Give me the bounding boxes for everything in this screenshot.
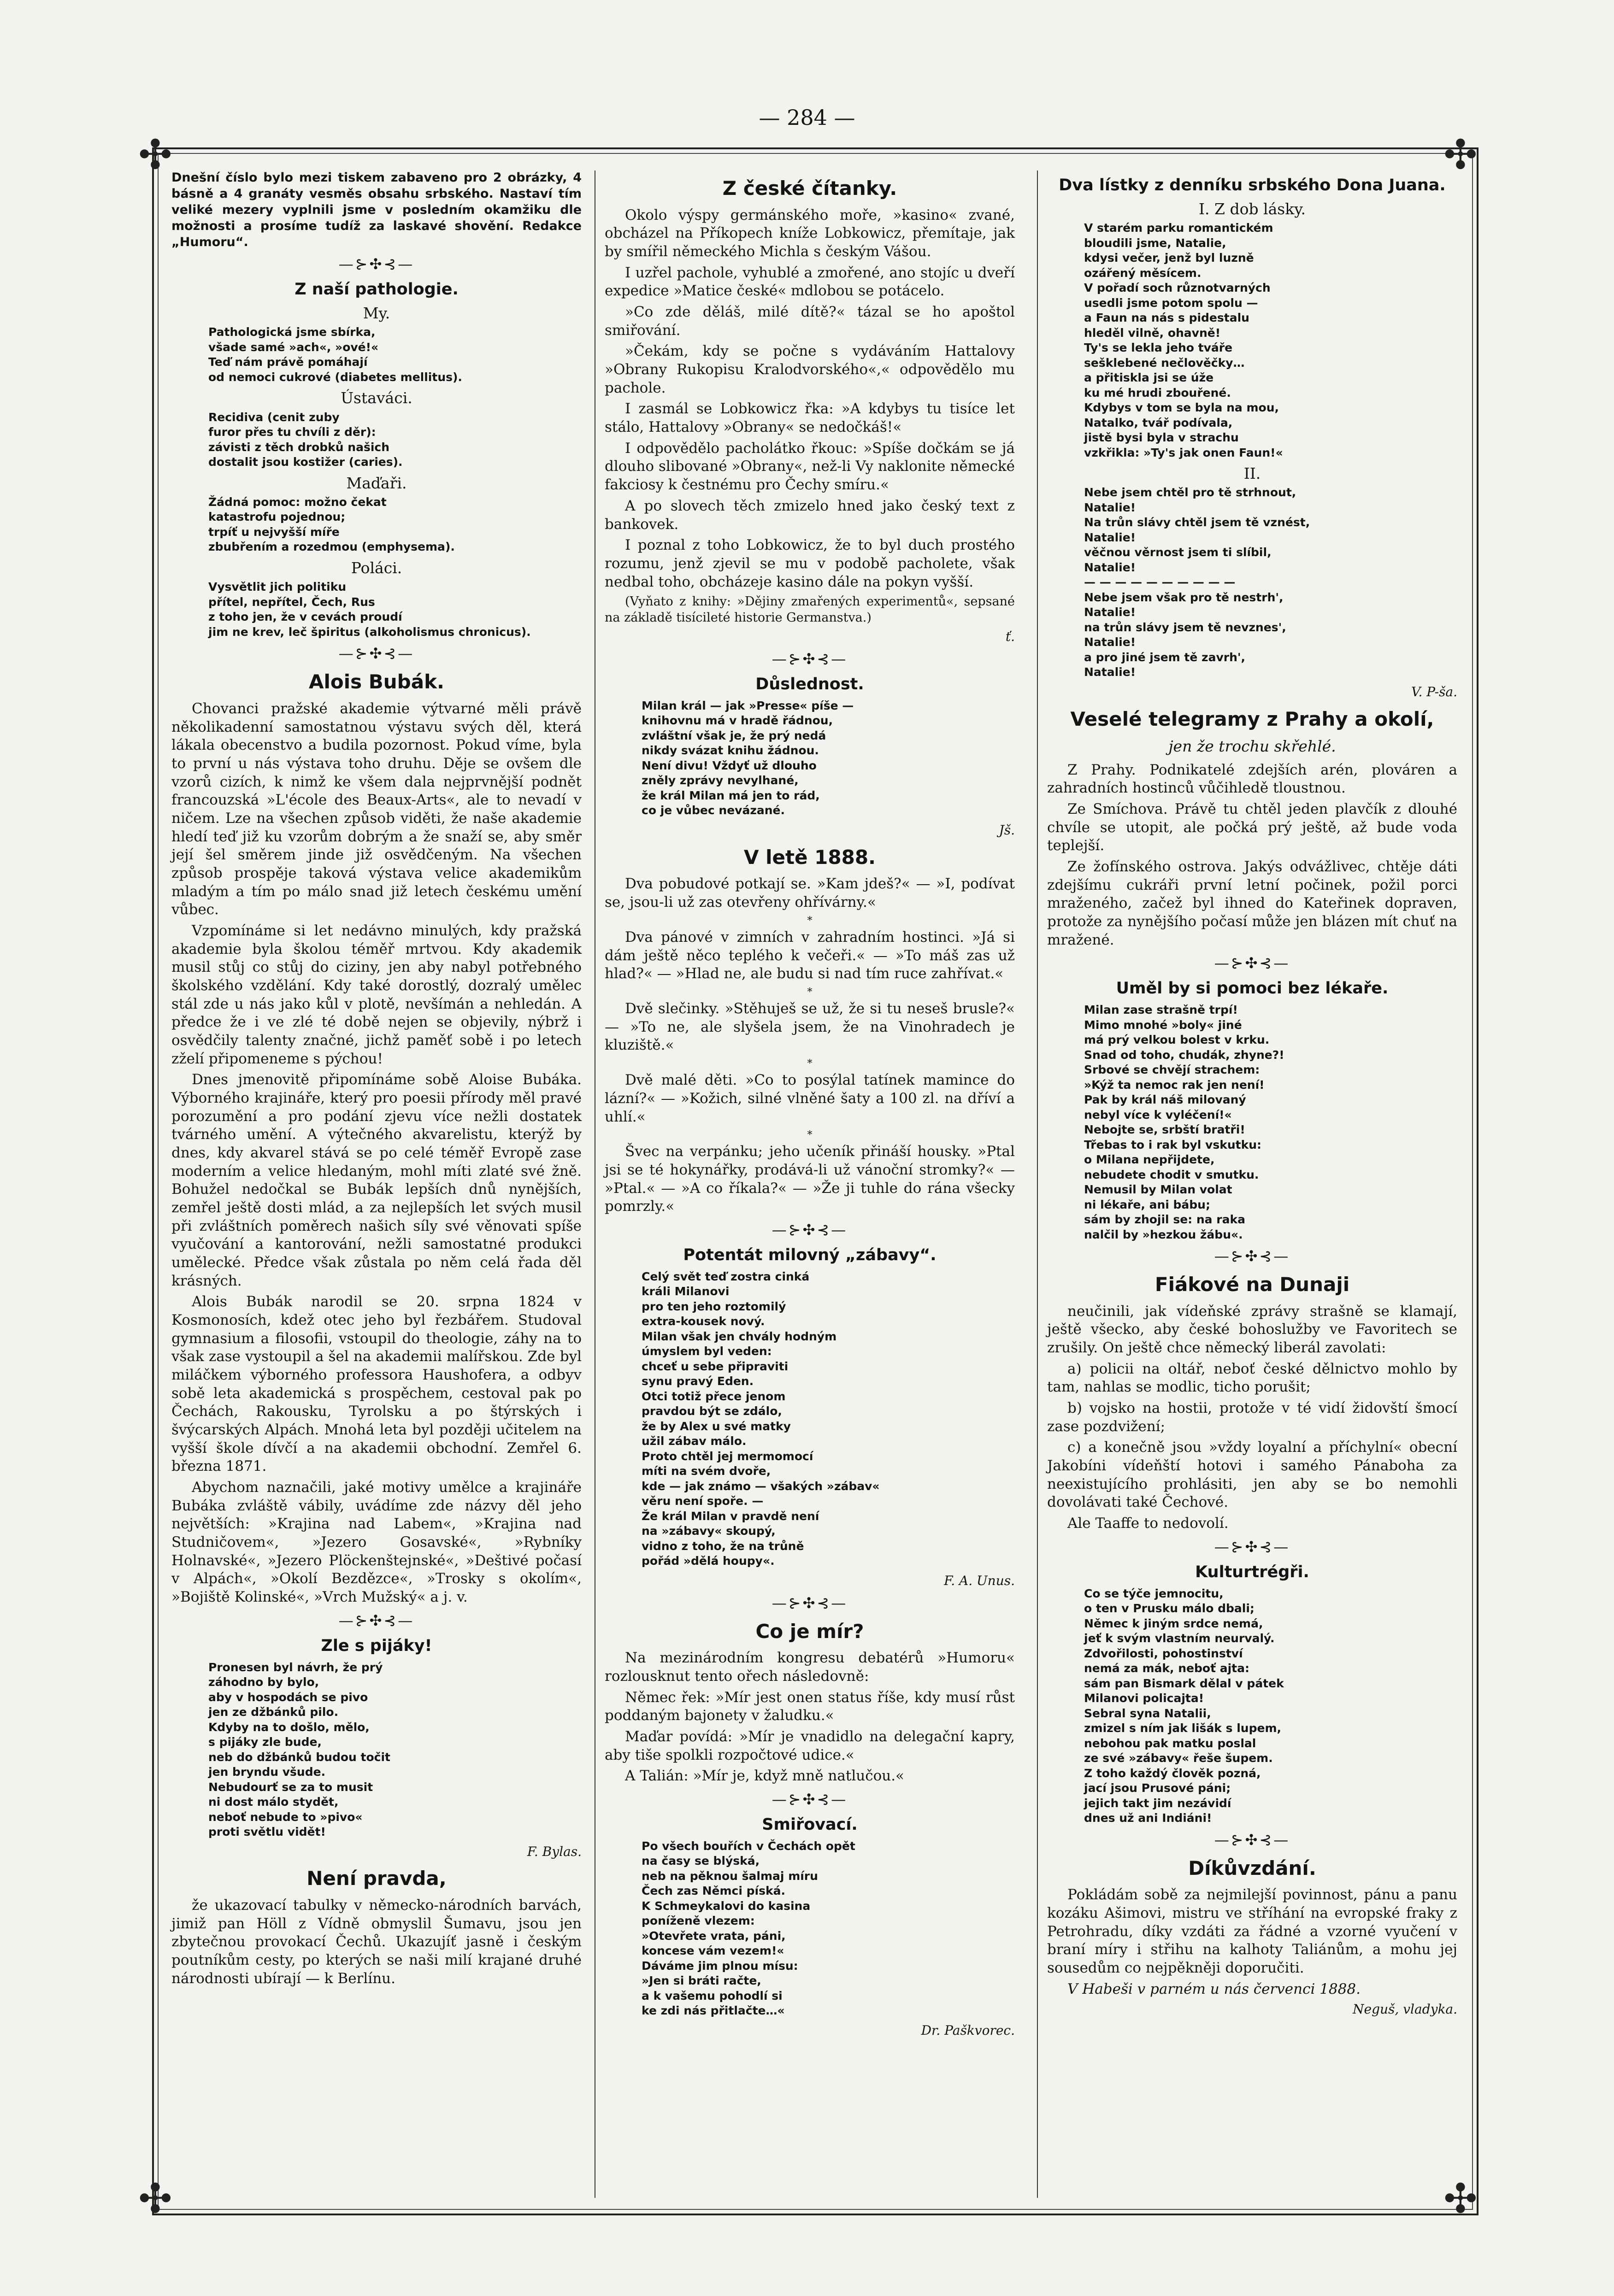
poem-line: Milan zase strašně trpí!	[1084, 1003, 1238, 1017]
poem-line: ke zdi nás přitlačte…«	[642, 2004, 785, 2018]
article-title: Díkůvzdání.	[1188, 1856, 1316, 1879]
paragraph: Dva pánové v zimních v zahradním hostinci. »Já si dám ještě něco teplého k večeři.« — »To máš zas už hlad?« — »Hlad ne, ale budu si nad tím ruce zahřívat.«	[605, 928, 1015, 982]
paragraph: Ze žofínského ostrova. Jakýs odvážlivec, chtěje dáti zdejšímu cukráři první letní počinek, požil porci mraženého, začež byl ihned do Kateřinek dopraven, protože za nynějšího počasí může jen blázen mít chuť na mražené.	[1047, 858, 1457, 948]
poem-line: Ty's se lekla jeho tváře	[1084, 341, 1233, 355]
article-title: Důslednost.	[755, 675, 864, 694]
poem-line: co je vůbec nevázané.	[642, 804, 785, 817]
poem-line: Na trůn slávy chtěl jsem tě vznést,	[1084, 516, 1310, 529]
poem	[642, 1269, 1015, 1569]
poem-line: vidno z toho, že na trůně	[642, 1539, 804, 1553]
poem-line: Nemusil by Milan volat	[1084, 1183, 1232, 1197]
poem-line: chceť u sebe připraviti	[642, 1359, 789, 1373]
poem-line: Sebral syna Natalii,	[1084, 1706, 1211, 1720]
section-heading: My.	[363, 304, 390, 323]
divider: —⊱✣⊰—	[1214, 1831, 1290, 1849]
poem-line: Kdybys v tom se byla na mou,	[1084, 401, 1279, 415]
poem-line: Dáváme jim plnou mísu:	[642, 1959, 798, 1973]
divider: —⊱✣⊰—	[338, 645, 415, 663]
poem-line: nebudete chodit v smutku.	[1084, 1168, 1259, 1181]
poem-line: knihovnu má v hradě řádnou,	[642, 714, 833, 728]
article-title: Potentát milovný „zábavy“.	[683, 1246, 937, 1265]
poem-line: Mimo mnohé »boly« jiné	[1084, 1018, 1242, 1032]
corner-ornament-icon: ✣	[1443, 2175, 1478, 2222]
author-signature: ť.	[1005, 629, 1015, 645]
article-title: Co je mír?	[755, 1620, 864, 1643]
poem-line: Kdyby na to došlo, mělo,	[208, 1720, 370, 1734]
article-subtitle: jen že trochu skřehlé.	[1168, 737, 1336, 756]
poem-line: že by Alex u své matky	[642, 1419, 791, 1433]
poem-line: katastrofu pojednou;	[208, 510, 346, 524]
poem-line: zmizel s ním jak lišák s lupem,	[1084, 1721, 1281, 1735]
paragraph: Na mezinárodním kongresu debatérů »Humoru« rozlousknut tento ořech následovně:	[605, 1650, 1015, 1685]
poem-line: jim ne krev, leč špiritus (alkoholismus chronicus).	[208, 625, 531, 639]
paragraph: Švec na verpánku; jeho učeník přináší housky. »Ptal jsi se té hokynářky, prodává-li už vánoční stromky?« — »Ptal.« — »A co říkala?« — »Že ji tuhle do rána všecky pomrzly.«	[605, 1143, 1015, 1215]
poem-line: věčnou věrnost jsem ti slíbil,	[1084, 546, 1272, 559]
divider: —⊱✣⊰—	[338, 255, 415, 273]
poem-line: neb do džbánků budou točit	[208, 1750, 390, 1764]
poem	[208, 325, 582, 385]
poem-line: všade samé »ach«, »ové!«	[208, 340, 379, 354]
poem-line: vzkřikla: »Ty's jak onen Faun!«	[1084, 446, 1283, 459]
corner-ornament-icon: ✣	[138, 131, 172, 178]
poem-line: »Kýž ta nemoc rak jen není!	[1084, 1078, 1265, 1092]
poem-line: ze své »zábavy« řeše šupem.	[1084, 1751, 1273, 1765]
paragraph: b) vojsko na hostii, protože v té vidí židovští šmocí zase pozdvižení;	[1047, 1400, 1457, 1435]
poem-line: Teď nám právě pomáhají	[208, 355, 368, 369]
poem-line: z toho jen, že v cevách proudí	[208, 610, 402, 624]
poem-line: Milanovi policajta!	[1084, 1691, 1204, 1705]
place-date: V Habeši v parném u nás červenci 1888.	[1067, 1980, 1361, 1997]
poem-line: Není divu! Vždyť už dlouho	[642, 758, 817, 772]
poem-line: hleděl vilně, ohavně!	[1084, 326, 1221, 340]
author-signature: V. P-ša.	[1411, 684, 1457, 699]
poem-line: trpíť u nejvyšší míře	[208, 525, 340, 539]
poem-line: o Milana nepřijdete,	[1084, 1153, 1215, 1167]
poem-line: koncese vám vezem!«	[642, 1944, 784, 1958]
column-3	[1047, 170, 1457, 2020]
paragraph: Maďar povídá: »Mír je vnadidlo na delegační kapry, aby tiše spolkli rozpočtové udice.«	[605, 1728, 1015, 1763]
poem-line: užil zábav málo.	[642, 1434, 747, 1448]
poem-line: na »zábavy« skoupý,	[642, 1524, 776, 1538]
author-signature: F. A. Unus.	[944, 1573, 1015, 1588]
article-title: Z české čítanky.	[722, 177, 897, 200]
poem	[642, 1839, 1015, 2019]
poem-line: nikdy svázat knihu žádnou.	[642, 744, 819, 758]
poem-line: Proto chtěl jej mermomocí	[642, 1449, 813, 1463]
paragraph: A Talián: »Mír je, když mně natlučou.«	[625, 1768, 905, 1785]
paragraph: Alois Bubák narodil se 20. srpna 1824 v Kosmonosích, kdež otec jeho byl řezbářem. Studoval gymnasium a filosofii, vstoupil do theologie, záhy na to však zase vystoupil a šel na akademii malířskou. Zde byl miláčkem výborného professora Haushofera, a odbyv sobě leta akademická s prospěchem, cestoval pak po Čechách, Rakousku, Tyrolsku a po štýrských i švýcarských Alpách. Mnohá leta byl později učitelem na vyšší škole dívčí a na akademii obchodní. Zemřel 6. března 1871.	[171, 1293, 582, 1475]
poem-line: Recidiva (cenit zuby	[208, 410, 340, 424]
separator-star: *	[807, 915, 813, 927]
paragraph: »Co zde děláš, milé dítě?« tázal se ho apoštol smiřování.	[605, 304, 1015, 339]
paragraph: a) policii na oltář, neboť české dělnictvo mohlo by tam, nahlas se modlic, ticho porušit;	[1047, 1360, 1457, 1396]
poem	[208, 495, 582, 555]
article-title: Kulturtrégři.	[1195, 1562, 1309, 1581]
source-note: (Vyňato z knihy: »Dějiny zmařených experimentů«, sepsané na základě tisícileté historie Germanstva.)	[605, 594, 1015, 625]
paragraph: že ukazovací tabulky v německo-národních barvách, jimiž pan Höll z Vídně obmyslil Šumavu, jsou jen zbytečnou provokací Čechů. Ukazujíť jasně i českým poutníkům cesty, po kterých se naši milí krajané druhé národnosti ubírají — k Berlínu.	[171, 1897, 582, 1987]
poem-line: jejich takt jim nezávidí	[1084, 1796, 1231, 1810]
poem-line: a k vašemu pohodlí si	[642, 1989, 783, 2002]
article-title: Smiřovací.	[762, 1815, 858, 1834]
poem-line: pravdou být se zdálo,	[642, 1404, 782, 1418]
poem-line: Vysvětlit jich politiku	[208, 580, 347, 594]
poem-line: a pro jiné jsem tě zavrh',	[1084, 650, 1246, 664]
poem-line: Milan však jen chvály hodným	[642, 1329, 837, 1343]
poem-line: »Jen si bráti račte,	[642, 1974, 761, 1988]
paragraph: Okolo výspy germánského moře, »kasino« zvané, obcházel na Příkopech kníže Lobkowicz, přemítaje, jak by smířil německého Michla s českým Vášou.	[605, 206, 1015, 260]
poem-line: Natalko, tvář podívala,	[1084, 416, 1233, 429]
poem-line: Natalie!	[1084, 560, 1136, 574]
article-title: Dva lístky z denníku srbského Dona Juana.	[1059, 176, 1446, 194]
poem-line: zvláštní však je, že prý nedá	[642, 728, 826, 742]
poem-line: sám pan Bismark dělal v pátek	[1084, 1676, 1284, 1690]
divider: —⊱✣⊰—	[772, 1221, 848, 1239]
section-heading: Ústaváci.	[341, 389, 412, 407]
poem-line: Po všech bouřích v Čechách opět	[642, 1839, 855, 1853]
paragraph: Pokládám sobě za nejmilejší povinnost, pánu a panu kozáku Ašimovi, mistru ve stříhání na evropské fraky z Petrohradu, díky vzdáti za řádné a vzorné vyučení v braní míry i střihu na kalhoty Taliánům, a mohu jej sousedům co nejpěkněji doporučiti.	[1047, 1886, 1457, 1976]
poem-line: pořád »dělá houpy«.	[642, 1554, 775, 1568]
article-title: Fiákové na Dunaji	[1155, 1273, 1350, 1296]
poem-line: má prý velkou bolest v krku.	[1084, 1033, 1270, 1047]
poem-line: sám by zhojil se: na raka	[1084, 1213, 1245, 1227]
article-title: Uměl by si pomoci bez lékaře.	[1116, 979, 1389, 998]
poem-line: Natalie!	[1084, 665, 1136, 679]
poem-line: Natalie!	[1084, 530, 1136, 544]
poem-line: Pathologická jsme sbírka,	[208, 325, 376, 339]
poem-line: V pořadí soch různotvarných	[1084, 281, 1271, 295]
poem	[208, 410, 582, 470]
poem-line: záhodno by bylo,	[208, 1675, 319, 1689]
paragraph: Abychom naznačili, jaké motivy umělce a krajináře Bubáka zvláště vábily, uvádíme zde názvy děl jeho největších: »Krajina nad Labem«, »Krajina nad Studničovem«, »Jezero Gosavské«, »Rybníky Holnavské«, »Jezero Plöckenštejnské«, »Deštivé počasí v Alpách«, »Okolí Bezdězce«, »Trosky s okolím«, »Bojiště Kolinské«, »Vrch Mužský« a j. v.	[171, 1479, 582, 1606]
poem-line: na trůn slávy jsem tě nevznes',	[1084, 620, 1286, 634]
divider: —⊱✣⊰—	[1214, 1538, 1290, 1556]
poem-line: Nebe jsem však pro tě nestrh',	[1084, 590, 1284, 604]
paragraph: I odpovědělo pacholátko řkouc: »Spíše dočkám se já dlouho slibované »Obrany«, než-li Vy naklonite německé fakciosy k čestnému pro Čechy smíru.«	[605, 440, 1015, 493]
poem-line: poníženě vlezem:	[642, 1914, 755, 1928]
paragraph: »Čekám, kdy se počne s vydáváním Hattalovy »Obrany Rukopisu Kralodvorského«,« odpovědělo mu pachole.	[605, 343, 1015, 396]
poem-line: míti na svém dvoře,	[642, 1464, 771, 1478]
poem-line: ku mé hrudi zbouřené.	[1084, 386, 1231, 399]
paragraph: Dvě malé děti. »Co to posýlal tatínek mamince do lázní?« — »Kožich, silné vlněné šaty a 100 zl. na dříví a uhlí.«	[605, 1072, 1015, 1125]
poem-line: usedli jsme potom spolu —	[1084, 296, 1258, 310]
poem-line: zbubřením a rozedmou (emphysema).	[208, 540, 455, 554]
divider: —⊱✣⊰—	[1214, 954, 1290, 972]
divider: —⊱✣⊰—	[772, 1791, 848, 1809]
paragraph: c) a konečně jsou »vždy loyalní a příchylní« obecní Jakobíni vídeňští hotovi i samého Pánaboha za neexistujícího prohlásiti, jen aby se bo nemohli dovolávati také Čechové.	[1047, 1439, 1457, 1511]
poem-line: králi Milanovi	[642, 1285, 730, 1298]
column-1	[171, 170, 582, 1991]
divider: —⊱✣⊰—	[1214, 1247, 1290, 1265]
poem	[1084, 221, 1457, 460]
poem-line: aby v hospodách se pivo	[208, 1690, 368, 1704]
poem-line: ozářený měsícem.	[1084, 266, 1202, 280]
poem-line: s pijáky zle bude,	[208, 1735, 322, 1749]
poem-line: věru není spoře. —	[642, 1494, 764, 1508]
author-signature: Neguš, vladyka.	[1353, 2002, 1457, 2017]
paragraph: A po slovech těch zmizelo hned jako český text z bankovek.	[605, 497, 1015, 533]
poem-line: Snad od toho, chudák, zhyne?!	[1084, 1048, 1284, 1062]
poem-line: Z toho každý člověk pozná,	[1084, 1766, 1261, 1780]
article-title: V letě 1888.	[743, 846, 876, 869]
poem-line: pro ten jeho roztomilý	[642, 1299, 786, 1313]
poem-line: furor přes tu chvíli z děr):	[208, 425, 376, 439]
corner-ornament-icon: ✣	[1443, 131, 1478, 178]
poem-line: Že král Milan v pravdě není	[642, 1509, 819, 1523]
poem-line: nemá za mák, neboť ajta:	[1084, 1662, 1249, 1675]
poem-line: ni dost málo stydět,	[208, 1795, 339, 1809]
poem-line: a Faun na nás s pidestalu	[1084, 311, 1249, 325]
divider: —⊱✣⊰—	[772, 650, 848, 668]
poem-line: — — — — — — — — — —	[1084, 575, 1236, 589]
paragraph: neučinili, jak vídeňské zprávy strašně se klamají, ještě všecko, aby české bohoslužby ve Favoritech se zrušily. On ještě chce německý liberál zavolati:	[1047, 1303, 1457, 1356]
poem-line: V starém parku romantickém	[1084, 221, 1273, 235]
column-2	[605, 170, 1015, 2042]
poem-line: Nebe jsem chtěl pro tě strhnout,	[1084, 486, 1296, 499]
article-title: Veselé telegramy z Prahy a okolí,	[1070, 707, 1434, 730]
editorial-notice: Dnešní číslo bylo mezi tiskem zabaveno pro 2 obrázky, 4 básně a 4 granáty vesměs obsahu srbského. Nastaví tím veliké mezery vyplnili jsme v posledním okamžiku dle možnosti a prosíme tudíž za laskavé shovění. Redakce „Humoru“.	[171, 170, 582, 250]
paragraph: Vzpomínáme si let nedávno minulých, kdy pražská akademie byla školou téměř mrtvou. Kdy akademik musil stůj co stůj do ciziny, jen aby nabyl potřebného školského vzdělání. Kdy také dorostlý, dozralý umělec stál zde u nás jako kůl v plotě, nevšímán a nehledán. A předce že i ve zlé té době nejen se objevily, nýbrž i osvědčily talenty značné, jichž paměť sobě i po letech zželí připomeneme s pýchou!	[171, 922, 582, 1067]
poem-line: synu pravý Eden.	[642, 1374, 754, 1388]
poem-line: Pak by král náš milovaný	[1084, 1093, 1246, 1107]
poem-line: »Otevřete vrata, páni,	[642, 1929, 786, 1943]
poem-line: Zdvořilosti, pohostinství	[1084, 1646, 1243, 1660]
poem-line: Natalie!	[1084, 635, 1136, 649]
section-heading: Poláci.	[351, 558, 402, 577]
poem-line: Pronesen byl návrh, že prý	[208, 1660, 383, 1674]
poem-line: úmyslem byl veden:	[642, 1345, 772, 1358]
poem	[208, 580, 582, 640]
poem-line: sešklebené nečlověčky…	[1084, 356, 1245, 370]
poem-line: Čech zas Němci píská.	[642, 1884, 785, 1898]
poem-line: jen bryndu všude.	[208, 1765, 326, 1779]
poem-line: přítel, nepřítel, Čech, Rus	[208, 595, 375, 609]
paragraph: Dva pobudové potkají se. »Kam jdeš?« — »I, podívat se, jsou-li už zas otevřeny ohřívárny.«	[605, 875, 1015, 911]
paragraph: Chovanci pražské akademie výtvarné měli právě několikadenní samostatnou výstavu svých děl, která lákala obecenstvo a budila pozornost. Pokud víme, byla to první u nás výstava toho druhu. Děje se ovšem dle vzorů cizích, k nimž ke všem dala nejprvnější podnět francouzská »L'école des Beaux-Arts«, ale to nevadí v ničem. Lze na všechen způsob viděti, že naše akademie hledí teď již ku vzorům dobrým a že snaží se, aby směr její šel směrem jinde již osvědčeným. Na všechen způsob prospěje taková výstava velice akademikům mladým a tím po málo snad již letech českému umění vůbec.	[171, 700, 582, 918]
poem-line: Natalie!	[1084, 605, 1136, 619]
poem-line: a přitiskla jsi se úže	[1084, 371, 1214, 385]
author-signature: Dr. Paškvorec.	[921, 2022, 1015, 2038]
paragraph: Dnes jmenovitě připomínáme sobě Aloise Bubáka. Výborného krajináře, který pro poesii přírody měl pravé porozumění a pro podání zjevu více nežli dostatek tvárného umění. A výtečného akvarelistu, kterýž by dnes, kdy akvarel stává se po celé téměř Evropě zase moderním a velice hledaným, mohl míti zlaté své žně. Bohužel nedočkal se Bubák lepších dnů nynějších, zemřel ještě dosti mlád, a za nejlepších let svých musil při zvláštních poměrech našich síly své věnovati spíše vyučování a kantorování, nežli samostatné produkci umělecké. Předce však zůstala po něm celá řada děl krásných.	[171, 1071, 582, 1289]
poem-line: Třebas to i rak byl vskutku:	[1084, 1138, 1262, 1151]
poem-line: jací jsou Prusové páni;	[1084, 1781, 1231, 1795]
poem	[1084, 1586, 1457, 1826]
poem-line: K Schmeykalovi do kasina	[642, 1899, 811, 1913]
paragraph: Dvě slečinky. »Stěhuješ se už, že si tu neseš brusle?« — »To ne, ale slyšela jsem, že na Vinohradech je kluziště.«	[605, 1000, 1015, 1054]
paragraph: I uzřel pachole, vyhublé a zmořené, ano stojíc u dveří expedice »Matice české« mdlobou se potácelo.	[605, 264, 1015, 299]
poem-line: Natalie!	[1084, 500, 1136, 514]
divider: —⊱✣⊰—	[338, 1611, 415, 1629]
section-heading: I. Z dob lásky.	[1199, 200, 1306, 218]
poem-line: nalčil by »hezkou žábu«.	[1084, 1227, 1243, 1241]
poem-line: zněly zprávy nevylhané,	[642, 774, 799, 787]
author-signature: Jš.	[999, 822, 1015, 838]
poem-line: Němec k jiným srdce nemá,	[1084, 1616, 1263, 1630]
separator-star: *	[807, 1129, 813, 1141]
poem-line: neboť nebude to »pivo«	[208, 1810, 363, 1824]
paragraph: Ale Taaffe to nedovolí.	[1067, 1515, 1229, 1532]
poem-line: nebyl více k vyléčení!«	[1084, 1108, 1232, 1122]
divider: —⊱✣⊰—	[772, 1594, 848, 1612]
poem	[1084, 1003, 1457, 1242]
poem-line: Srbové se chvějí strachem:	[1084, 1063, 1260, 1077]
paragraph: Ze Smíchova. Právě tu chtěl jeden plavčík z dlouhé chvíle se utopit, ale počká prý ještě, až bude voda teplejší.	[1047, 800, 1457, 854]
poem-line: proti světlu vidět!	[208, 1825, 326, 1839]
poem-line: neb na pěknou šalmaj míru	[642, 1869, 818, 1883]
poem-line: že král Milan má jen to rád,	[642, 788, 820, 802]
poem-line: jeť k svým vlastním neurvalý.	[1084, 1632, 1275, 1645]
poem-line: Milan král — jak »Presse« píše —	[642, 699, 854, 712]
poem-line: Nebojte se, srbští bratři!	[1084, 1123, 1245, 1137]
separator-star: *	[807, 1058, 813, 1070]
poem	[1084, 485, 1457, 680]
poem-line: extra-kousek nový.	[642, 1315, 765, 1328]
poem-line: o ten v Prusku málo dbali;	[1084, 1602, 1255, 1615]
article-title: Z naší pathologie.	[295, 280, 459, 299]
poem-line: ni lékaře, ani bábu;	[1084, 1198, 1210, 1211]
poem-line: dnes už ani Indiáni!	[1084, 1811, 1212, 1825]
poem-line: kdysi večer, jenž byl luzně	[1084, 251, 1254, 265]
article-title: Zle s pijáky!	[321, 1636, 432, 1655]
paragraph: Němec řek: »Mír jest onen status říše, kdy musí růst poddaným bajonety v žaludku.«	[605, 1689, 1015, 1724]
article-title: Alois Bubák.	[309, 670, 444, 693]
separator-star: *	[807, 986, 813, 998]
section-heading: Maďaři.	[346, 474, 407, 492]
poem-line: Otci totiž přece jenom	[642, 1389, 786, 1403]
poem	[208, 1660, 582, 1840]
column-rule	[1037, 170, 1038, 2198]
poem-line: závisti z těch drobků našich	[208, 440, 390, 454]
poem-line: na časy se blýská,	[642, 1854, 760, 1868]
author-signature: F. Bylas.	[527, 1844, 582, 1859]
section-heading: II.	[1243, 464, 1261, 483]
poem-line: bloudili jsme, Natalie,	[1084, 236, 1226, 250]
poem-line: Žádná pomoc: možno čekat	[208, 495, 387, 509]
poem-line: jistě bysi byla v strachu	[1084, 431, 1239, 445]
poem-line: Nebudourť se za to musit	[208, 1780, 373, 1794]
poem-line: Co se týče jemnocitu,	[1084, 1586, 1224, 1600]
poem-line: od nemoci cukrové (diabetes mellitus).	[208, 370, 462, 384]
poem-line: nebohou pak matku poslal	[1084, 1736, 1256, 1750]
article-title: Není pravda,	[306, 1867, 447, 1890]
poem-line: Celý svět teď zostra cinká	[642, 1269, 810, 1283]
poem-line: kde — jak známo — všakých »zábav«	[642, 1479, 880, 1493]
paragraph: Z Prahy. Podnikatelé zdejších arén, plováren a zahradních hostinců vůčihledě tloustnou.	[1047, 761, 1457, 797]
page-number: — 284 —	[759, 105, 855, 130]
poem-line: dostalit jsou kostižer (caries).	[208, 455, 403, 469]
paragraph: I zasmál se Lobkowicz řka: »A kdybys tu tisíce let stálo, Hattalovy »Obrany« se nedočkáš!«	[605, 400, 1015, 436]
corner-ornament-icon: ✣	[138, 2175, 172, 2222]
poem-line: jen ze džbánků pilo.	[208, 1705, 339, 1719]
poem	[642, 699, 1015, 818]
paragraph: I poznal z toho Lobkowicz, že to byl duch prostého rozumu, jenž zjevil se mu v podobě pacholete, však nedbal toho, obcházeje kasino dále na pokyn vyšší.	[605, 537, 1015, 590]
